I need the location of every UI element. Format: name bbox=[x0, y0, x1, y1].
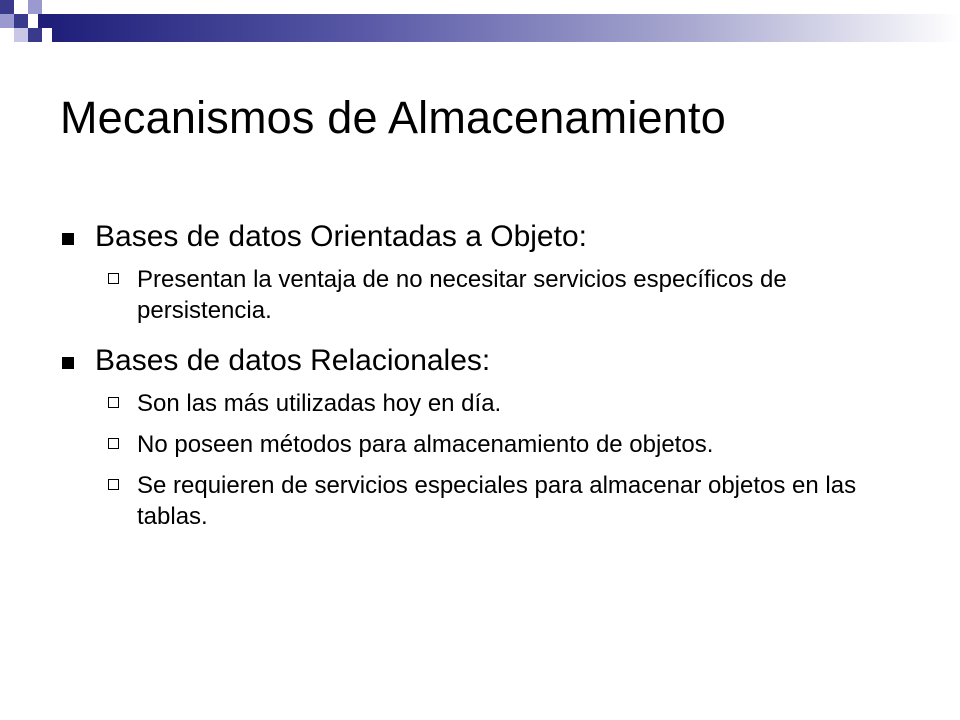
header-gradient-bar bbox=[52, 14, 960, 42]
hollow-square-bullet-icon bbox=[108, 438, 119, 449]
decor-square bbox=[38, 14, 52, 28]
header-decoration bbox=[0, 0, 960, 60]
bullet-item bbox=[60, 342, 920, 380]
sub-bullet-text: No poseen métodos para almacenamiento de objetos. bbox=[137, 431, 714, 458]
bullet-text: Bases de datos Relacionales: bbox=[95, 344, 491, 377]
square-bullet-icon bbox=[62, 233, 74, 245]
slide-title: Mecanismos de Almacenamiento bbox=[60, 92, 726, 143]
sub-bullet-item bbox=[60, 429, 920, 460]
decor-square bbox=[28, 0, 42, 14]
hollow-square-bullet-icon bbox=[108, 479, 119, 490]
hollow-square-bullet-icon bbox=[108, 397, 119, 408]
sub-bullet-text: Son las más utilizadas hoy en día. bbox=[137, 390, 502, 417]
bullet-text: Bases de datos Orientadas a Objeto: bbox=[95, 220, 587, 253]
square-bullet-icon bbox=[62, 357, 74, 369]
sub-bullet-text: Se requieren de servicios especiales para almacenar objetos en las tablas. bbox=[137, 472, 857, 530]
sub-bullet-item bbox=[60, 264, 920, 326]
slide-content bbox=[60, 218, 920, 542]
decor-square bbox=[28, 28, 42, 42]
sub-bullet-text: Presentan la ventaja de no necesitar servicios específicos de persistencia. bbox=[137, 266, 787, 324]
decor-square bbox=[14, 14, 28, 28]
sub-bullet-item bbox=[60, 470, 920, 532]
bullet-item bbox=[60, 218, 920, 256]
decor-square bbox=[14, 28, 28, 42]
decor-square bbox=[14, 0, 28, 14]
decor-square bbox=[0, 14, 14, 28]
hollow-square-bullet-icon bbox=[108, 273, 119, 284]
decor-square bbox=[0, 28, 14, 42]
decor-square bbox=[0, 0, 14, 14]
sub-bullet-item bbox=[60, 388, 920, 419]
